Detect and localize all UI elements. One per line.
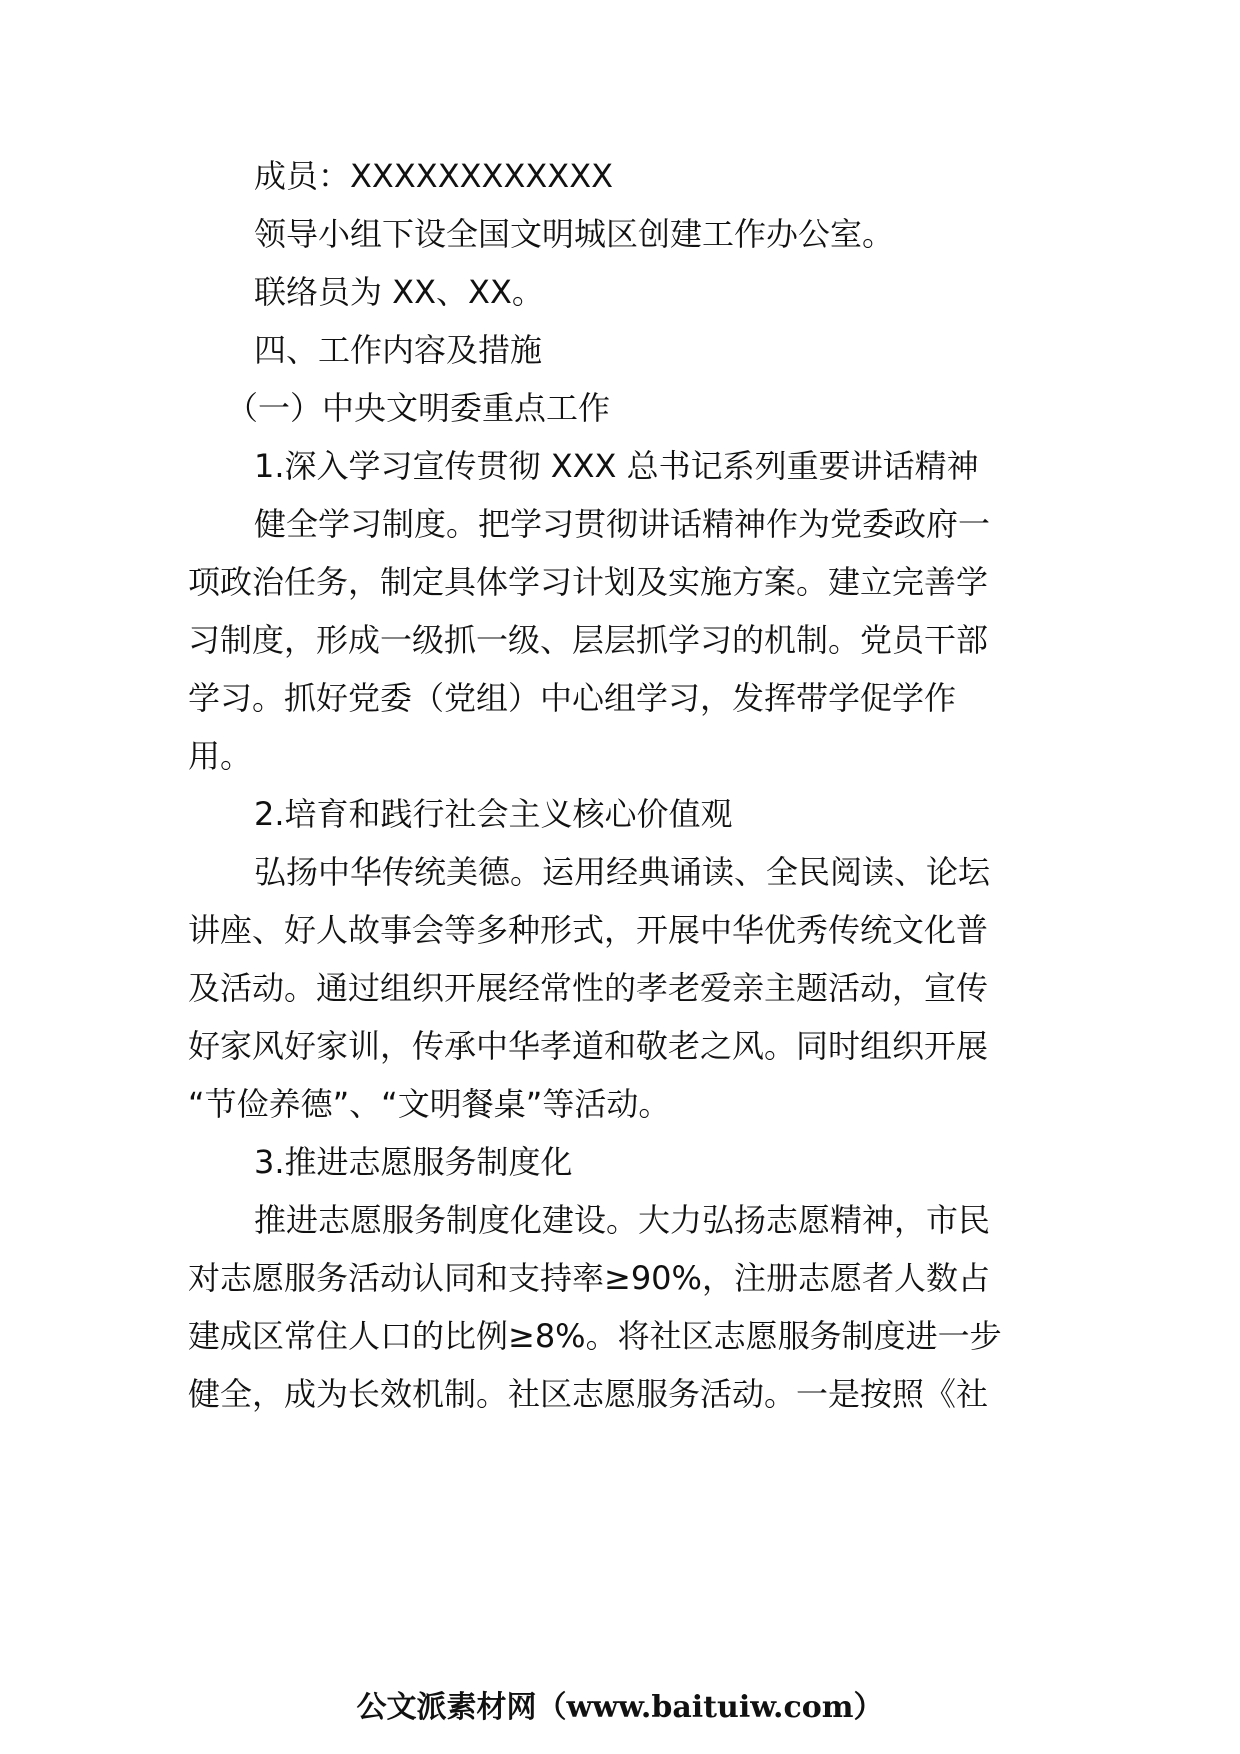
paragraph-2-line-5: “节俭养德”、“文明餐桌”等活动。 xyxy=(188,1085,671,1123)
paragraph-1-line-3: 习制度，形成一级抓一级、层层抓学习的机制。党员干部 xyxy=(188,621,989,659)
members-line: 成员：XXXXXXXXXXXX xyxy=(254,157,614,195)
item-heading-2: 2.培育和践行社会主义核心价值观 xyxy=(254,795,733,833)
paragraph-2-line-4: 好家风好家训，传承中华孝道和敬老之风。同时组织开展 xyxy=(188,1027,989,1065)
paragraph-1-line-4: 学习。抓好党委（党组）中心组学习，发挥带学促学作 xyxy=(188,679,957,717)
paragraph-3-line-1: 推进志愿服务制度化建设。大力弘扬志愿精神，市民 xyxy=(254,1201,991,1239)
subsection-heading: （一）中央文明委重点工作 xyxy=(226,389,611,427)
paragraph-2-line-2: 讲座、好人故事会等多种形式，开展中华优秀传统文化普 xyxy=(188,911,989,949)
office-line: 领导小组下设全国文明城区创建工作办公室。 xyxy=(254,215,895,253)
item-heading-3: 3.推进志愿服务制度化 xyxy=(254,1143,573,1181)
paragraph-2-line-1: 弘扬中华传统美德。运用经典诵读、全民阅读、论坛 xyxy=(254,853,991,891)
item-heading-1: 1.深入学习宣传贯彻 XXX 总书记系列重要讲话精神 xyxy=(254,447,979,485)
paragraph-1-line-5: 用。 xyxy=(188,737,253,775)
paragraph-1-line-2: 项政治任务，制定具体学习计划及实施方案。建立完善学 xyxy=(188,563,989,601)
paragraph-2-line-3: 及活动。通过组织开展经常性的孝老爱亲主题活动，宣传 xyxy=(188,969,989,1007)
paragraph-1-line-1: 健全学习制度。把学习贯彻讲话精神作为党委政府一 xyxy=(254,505,991,543)
paragraph-3-line-2: 对志愿服务活动认同和支持率≥90%，注册志愿者人数占 xyxy=(188,1259,990,1297)
paragraph-3-line-3: 建成区常住人口的比例≥8%。将社区志愿服务制度进一步 xyxy=(188,1317,1002,1355)
section-heading: 四、工作内容及措施 xyxy=(254,331,543,369)
footer-watermark: 公文派素材网（www.baituiw.com） xyxy=(356,1690,884,1725)
paragraph-3-line-4: 健全，成为长效机制。社区志愿服务活动。一是按照《社 xyxy=(188,1375,989,1413)
liaison-line: 联络员为 XX、XX。 xyxy=(254,273,544,311)
